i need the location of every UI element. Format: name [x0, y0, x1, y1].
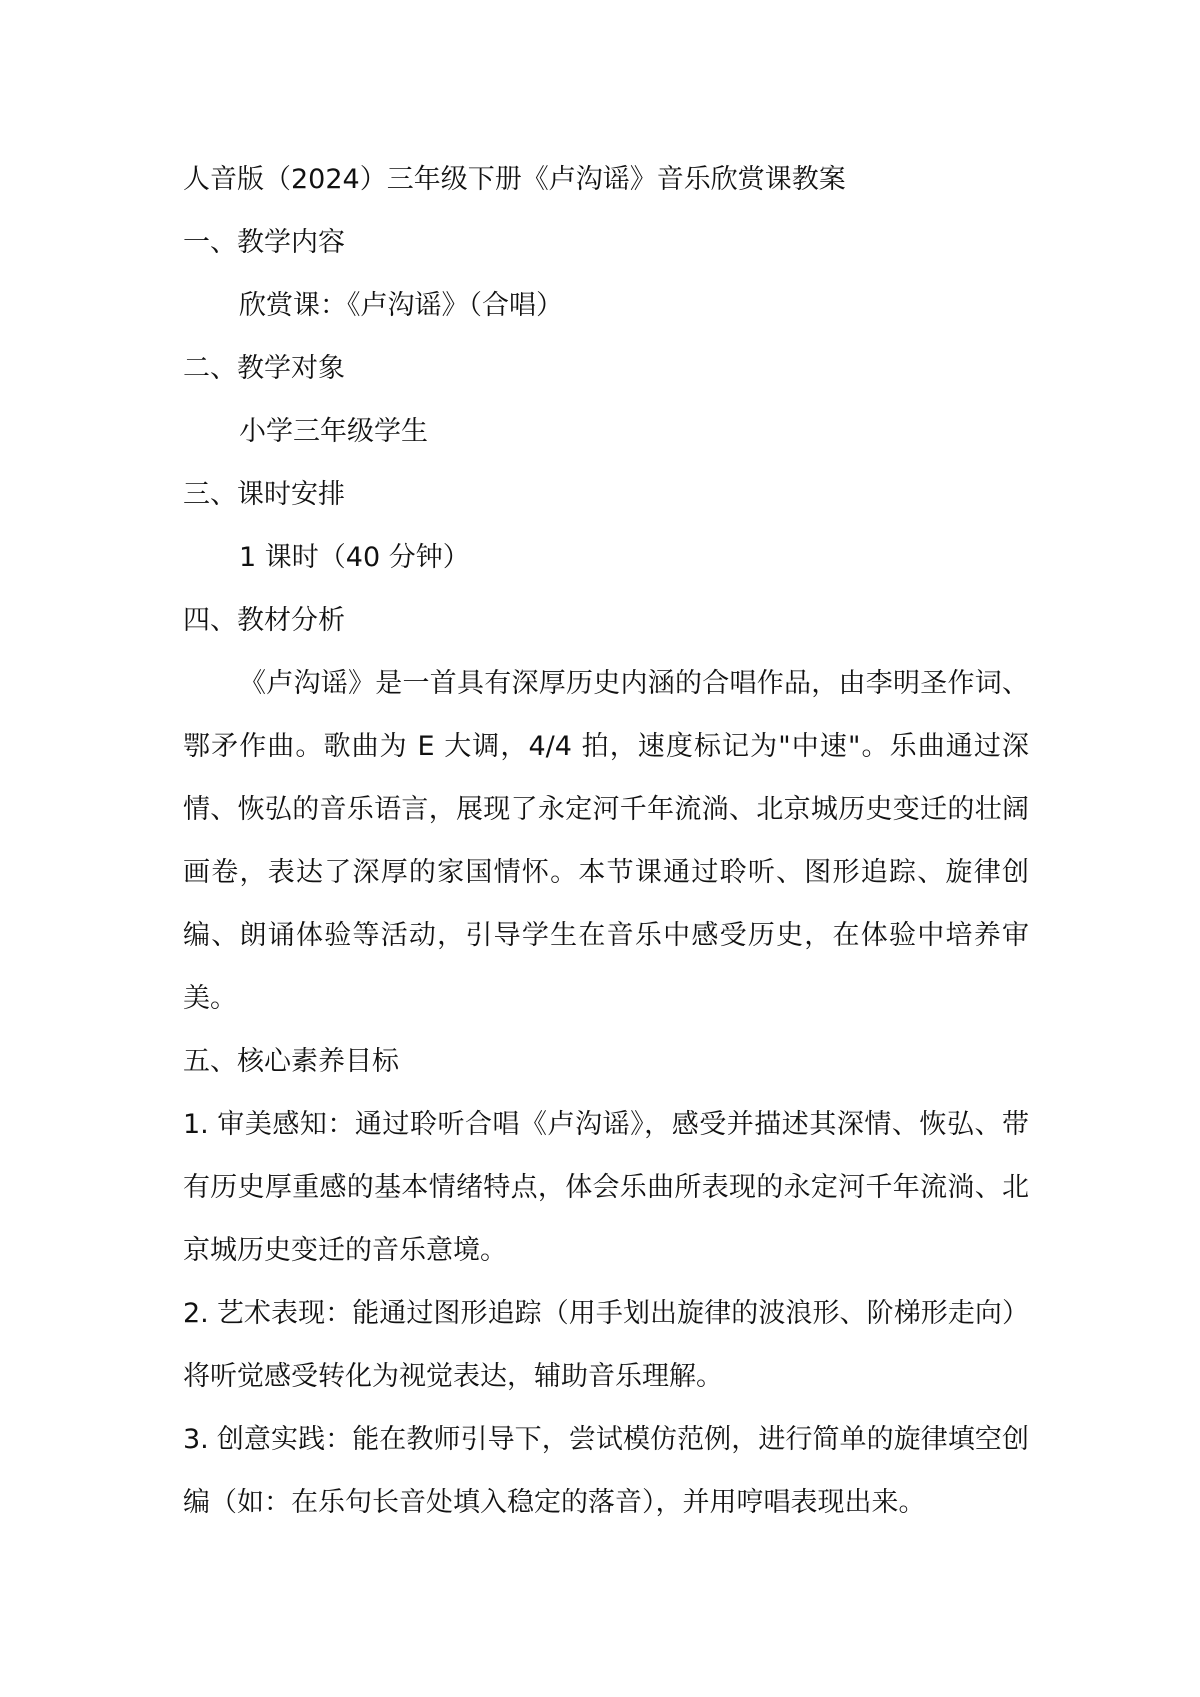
section-body-teaching-content: 欣赏课：《卢沟谣》（合唱） [239, 290, 563, 321]
section-heading-material-analysis: 四、教材分析 [183, 605, 345, 636]
goal-item-text: 审美感知：通过聆听合唱《卢沟谣》，感受并描述其深情、恢弘、带有历史厚重感的基本情绪特点，体会乐曲所表现的永定河千年流淌、北京城历史变迁的音乐意境。 [183, 1109, 1029, 1266]
goal-item-aesthetic [183, 1093, 1029, 1282]
section-heading-core-goals: 五、核心素养目标 [183, 1046, 399, 1077]
goal-item-number: 3. [183, 1424, 209, 1455]
goal-item-number: 1. [183, 1109, 209, 1140]
goal-item-expression [183, 1282, 1029, 1408]
section-heading-teaching-target: 二、教学对象 [183, 353, 345, 384]
document-title: 人音版（2024）三年级下册《卢沟谣》音乐欣赏课教案 [183, 164, 846, 195]
section-heading-schedule: 三、课时安排 [183, 479, 345, 510]
section-body-schedule: 1 课时（40 分钟） [239, 542, 470, 573]
document-content [183, 148, 1029, 1534]
section-body-material-analysis: 《卢沟谣》是一首具有深厚历史内涵的合唱作品，由李明圣作词、鄂矛作曲。歌曲为 E 大调，4/4 拍，速度标记为"中速"。乐曲通过深情、恢弘的音乐语言，展现了永定河千年流淌、北京城历史变迁的壮阔画卷，表达了深厚的家国情怀。本节课通过聆听、图形追踪、旋律创编、朗诵体验等活动，引导学生在音乐中感受历史，在体验中培养审美。 [183, 668, 1029, 1014]
goal-item-text: 艺术表现：能通过图形追踪（用手划出旋律的波浪形、阶梯形走向）将听觉感受转化为视觉表达，辅助音乐理解。 [183, 1298, 1029, 1392]
goal-item-creative-practice [183, 1408, 1029, 1534]
section-body-teaching-target: 小学三年级学生 [239, 416, 428, 447]
goal-item-number: 2. [183, 1298, 209, 1329]
section-heading-teaching-content: 一、教学内容 [183, 227, 345, 258]
goal-item-text: 创意实践：能在教师引导下，尝试模仿范例，进行简单的旋律填空创编（如：在乐句长音处填入稳定的落音），并用哼唱表现出来。 [183, 1424, 1029, 1518]
